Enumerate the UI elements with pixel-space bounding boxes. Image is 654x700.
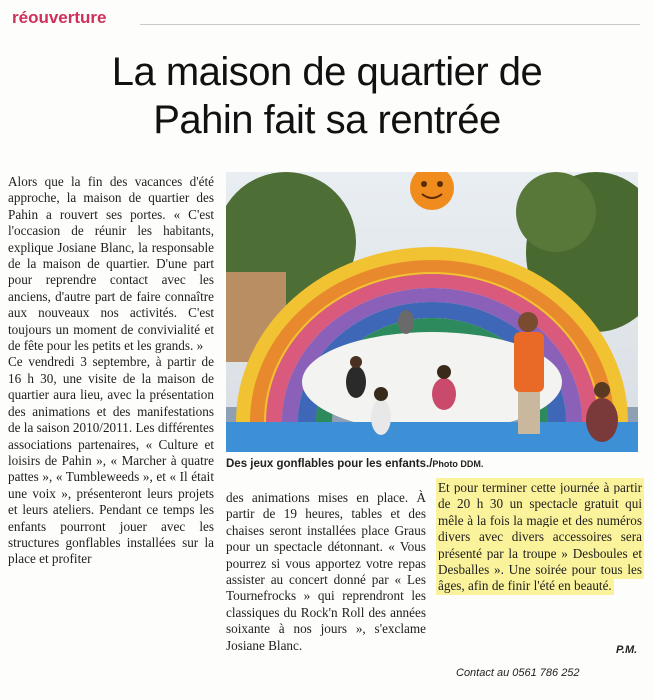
photo-caption xyxy=(226,458,638,470)
headline-line-1: La maison de quartier de xyxy=(111,50,543,94)
article-column-1 xyxy=(8,174,214,568)
author-signature: P.M. xyxy=(616,644,638,656)
article-headline xyxy=(0,48,654,144)
contact-line: Contact au 0561 786 252 xyxy=(456,667,580,679)
highlighted-paragraph: Et pour terminer cette journée à partir de 20 h 30 un spectacle gratuit qui mêle à la fois la magie et des numéros divers avec divers accessoires sera présenté par la troupe » Desboules et Desballes ». Une soirée pour tous les âges, afin de finir l'été en beauté. xyxy=(438,480,642,594)
article-column-3 xyxy=(438,480,642,595)
headline-line-2: Pahin fait sa rentrée xyxy=(153,98,501,142)
photo-credit: Photo DDM. xyxy=(432,459,484,469)
caption-text: Des jeux gonflables pour les enfants./ xyxy=(226,458,433,470)
section-rubric: réouverture xyxy=(12,8,107,27)
rubric-divider xyxy=(140,24,640,25)
article-column-2: des animations mises en place. À partir de 19 heures, tables et des chaises seront installées place Graus pour un spectacle détonnant. « Vous pourrez si vous apportez votre repas assister au concert donné par « Les Tournefrocks » qui reprendront les classiques du Rock'n Roll des années soixante à nos jours », s'exclame Josiane Blanc. xyxy=(226,490,426,653)
paragraph-programme: Ce vendredi 3 septembre, à partir de 16 h 30, une visite de la maison de quartier aura lieu, avec la présentation des animations et des manifestations de la saison 2010/2011. Les différentes associations partenaires, « Culture et loisirs de Pahin », « Marcher à quatre pattes », « Tumbleweeds », et « Il était une voix », présenteront leurs projets et leurs ateliers. Pendant ce temps les enfants pourront jouer avec les structures gonflables installées sur la place et profiter xyxy=(8,354,214,567)
paragraph-intro: Alors que la fin des vacances d'été approche, la maison de quartier des Pahin a rouvert ses portes. « C'est l'occasion de réunir les habitants, explique Josiane Blanc, la responsable de la maison de quartier. D'une part pour reprendre contact avec les anciens, d'autre part de faire connaître aux nouveaux nos activités. C'est toujours un moment de convivialité et de fête pour les petits et les grands. » xyxy=(8,174,214,354)
bouncy-castle-photo xyxy=(226,172,638,452)
